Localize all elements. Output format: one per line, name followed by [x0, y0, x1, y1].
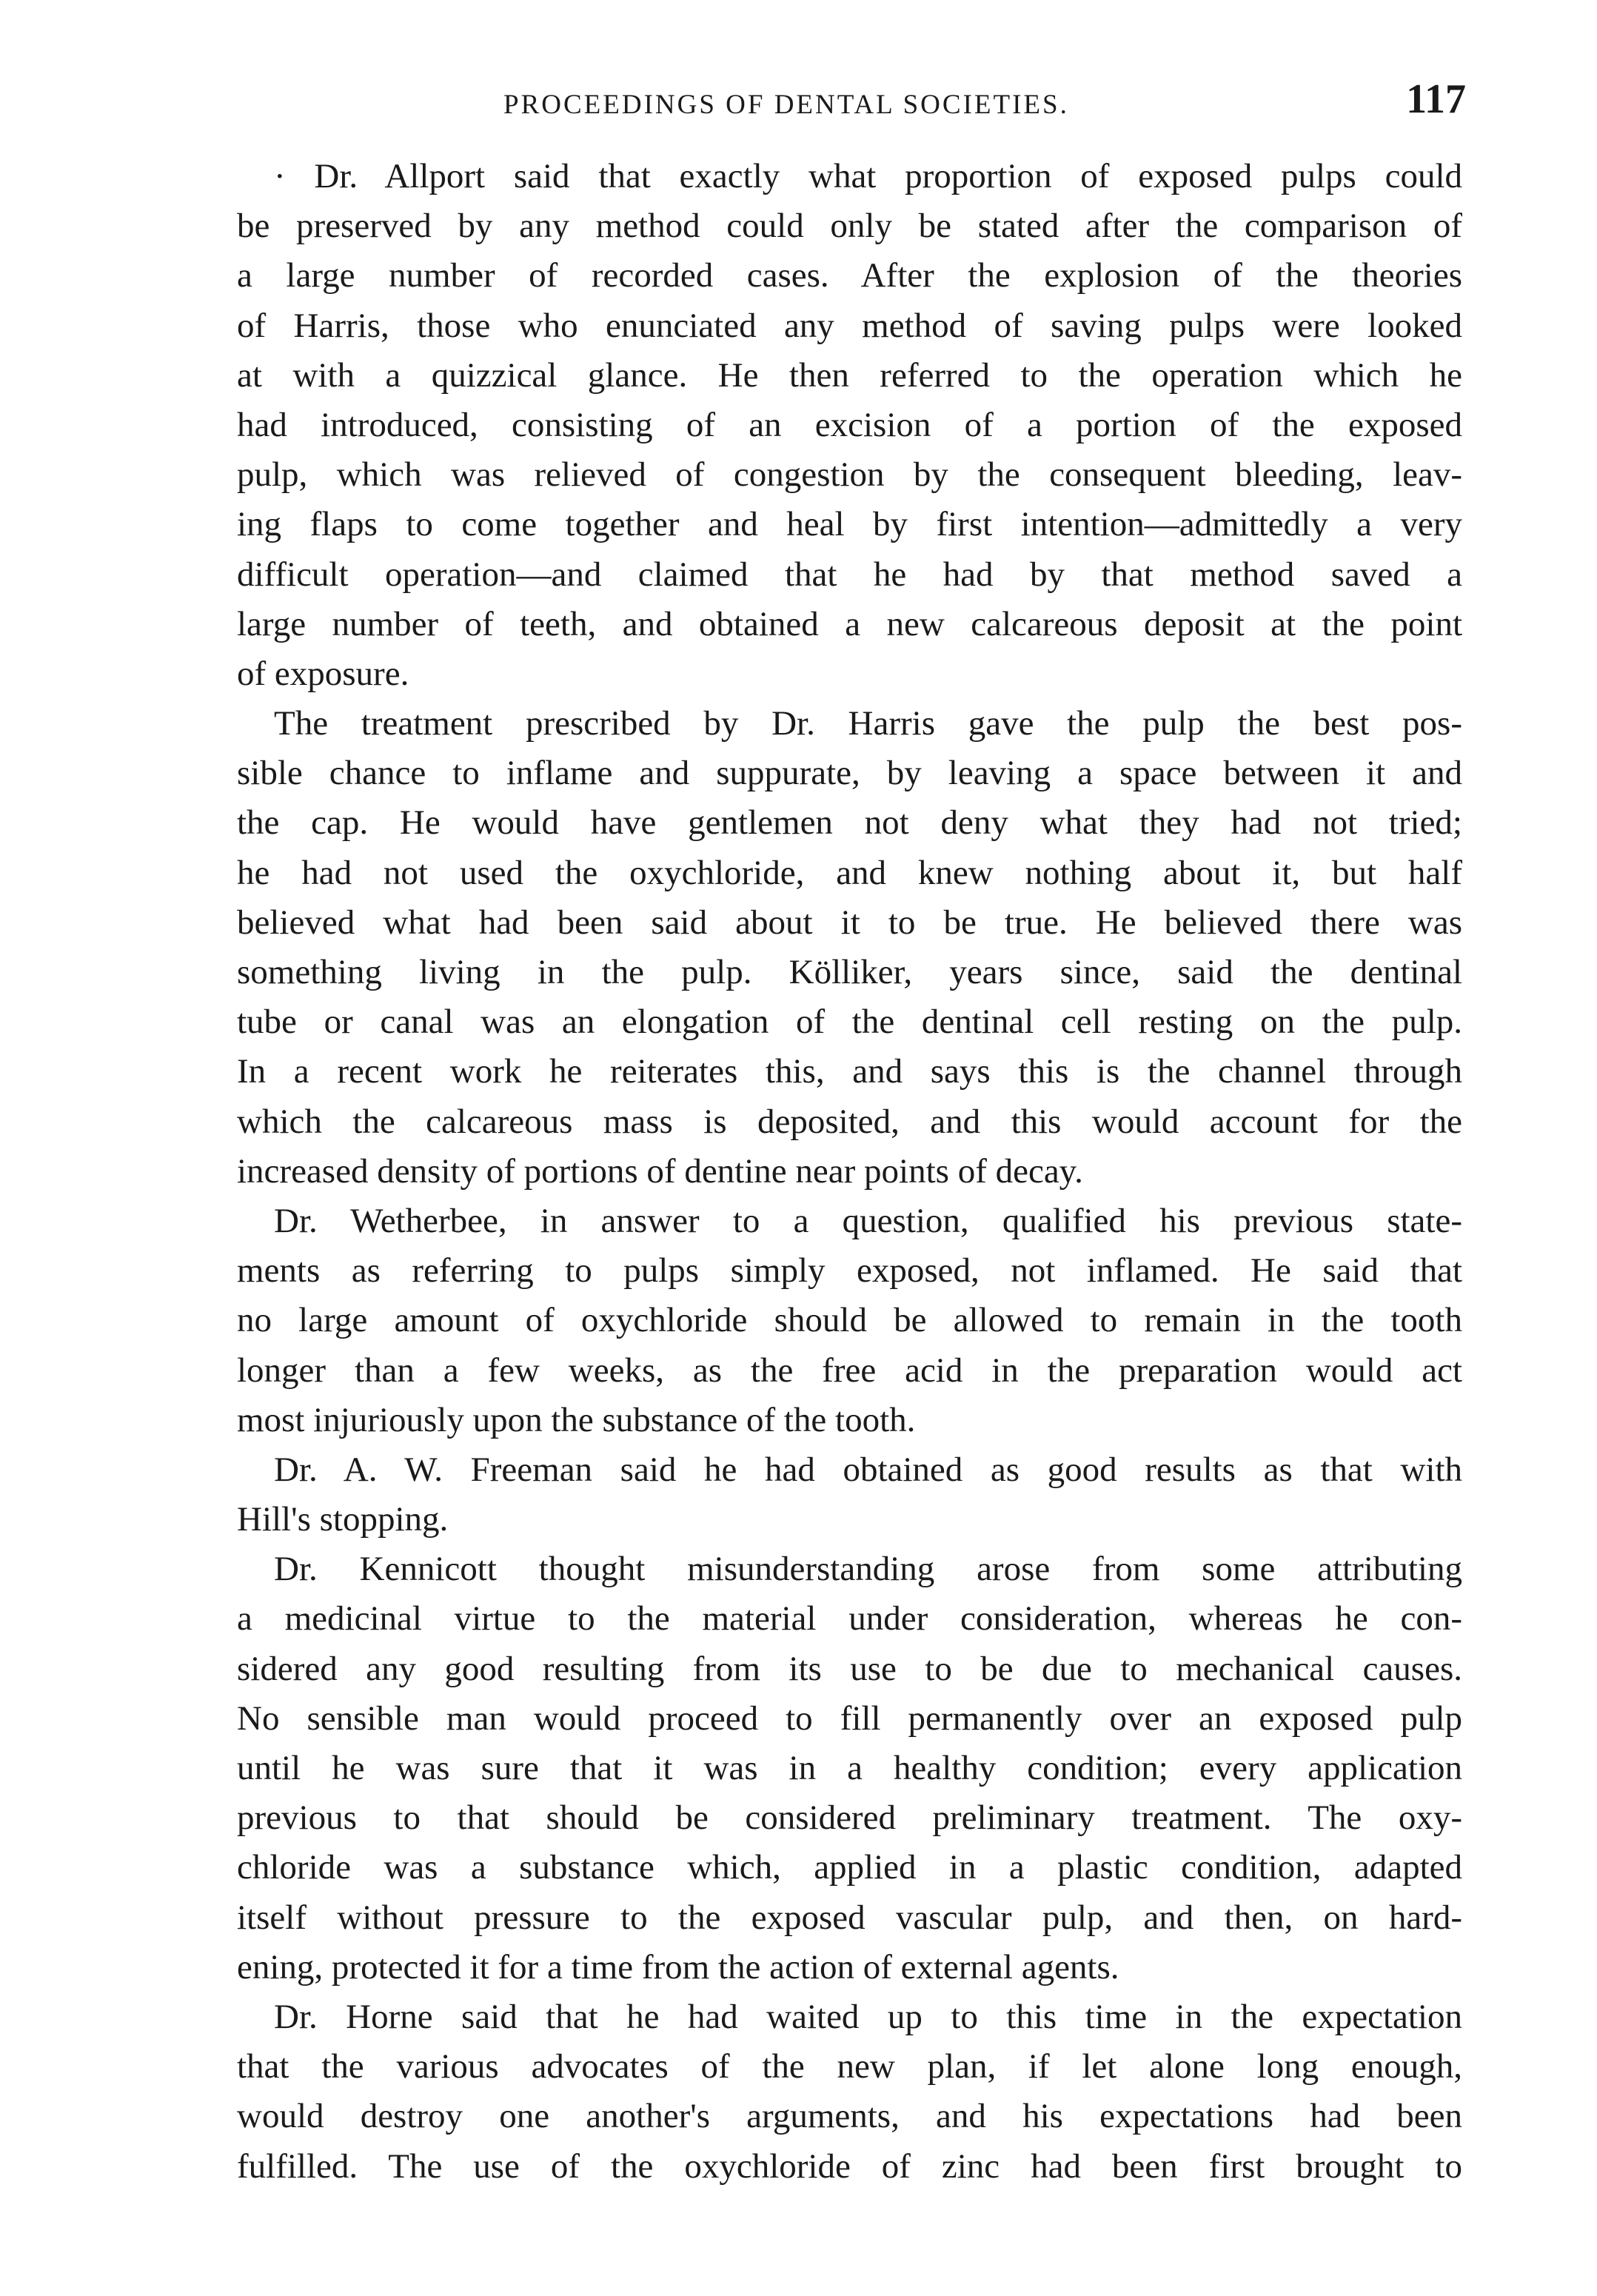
- paragraph: [237, 1196, 1462, 1445]
- text-line: increased density of portions of dentine near points of decay.: [237, 1151, 1083, 1191]
- text-line: sible chance to inflame and suppurate, by leaving a space between it and: [237, 754, 1462, 793]
- text-line: at with a quizzical glance. He then referred to the operation which he: [237, 355, 1462, 395]
- text-line: Dr. Wetherbee, in answer to a question, qualified his previous state-: [274, 1201, 1462, 1240]
- text-line: · Dr. Allport said that exactly what proportion of exposed pulps could: [274, 157, 1462, 195]
- text-line: something living in the pulp. Kölliker, years since, said the dentinal: [237, 953, 1462, 991]
- text-line: the cap. He would have gentlemen not deny what they had not tried;: [237, 803, 1462, 843]
- page-header: [237, 76, 1466, 135]
- text-line: until he was sure that it was in a healthy condition; every application: [237, 1749, 1462, 1787]
- paragraph: [237, 152, 1462, 699]
- text-line: pulp, which was relieved of congestion by the consequent bleeding, leav-: [237, 455, 1462, 495]
- text-line: that the various advocates of the new plan, if let alone long enough,: [237, 2047, 1462, 2086]
- text-line: believed what had been said about it to be true. He believed there was: [237, 903, 1462, 942]
- text-line: ening, protected it for a time from the action of external agents.: [237, 1947, 1119, 1987]
- text-line: Hill's stopping.: [237, 1500, 449, 1539]
- text-line: which the calcareous mass is deposited, and this would account for the: [237, 1102, 1462, 1141]
- text-line: tube or canal was an elongation of the dentinal cell resting on the pulp.: [237, 1003, 1462, 1042]
- text-line: a medicinal virtue to the material under consideration, whereas he con-: [237, 1599, 1462, 1639]
- text-line: longer than a few weeks, as the free acid in the preparation would act: [237, 1351, 1462, 1390]
- text-line: ments as referring to pulps simply exposed, not inflamed. He said that: [237, 1251, 1462, 1291]
- running-title: PROCEEDINGS OF DENTAL SOCIETIES.: [503, 90, 1069, 120]
- text-line: of exposure.: [237, 654, 409, 693]
- text-line: itself without pressure to the exposed vascular pulp, and then, on hard-: [237, 1898, 1462, 1937]
- text-line: a large number of recorded cases. After the explosion of the theories: [237, 256, 1462, 295]
- text-line: fulfilled. The use of the oxychloride of zinc had been first brought to: [237, 2146, 1462, 2186]
- paragraph: [237, 1992, 1462, 2192]
- text-line: In a recent work he reiterates this, and says this is the channel through: [237, 1052, 1462, 1091]
- text-line: he had not used the oxychloride, and knew nothing about it, but half: [237, 853, 1462, 892]
- text-line: would destroy one another's arguments, and his expectations had been: [237, 2097, 1462, 2136]
- paragraph: [237, 1544, 1462, 1992]
- text-line: difficult operation—and claimed that he had by that method saved a: [237, 555, 1462, 594]
- paragraph: [237, 1445, 1462, 1544]
- text-line: Dr. A. W. Freeman said he had obtained as good results as that with: [274, 1450, 1462, 1489]
- paragraph: [237, 699, 1462, 1196]
- text-line: chloride was a substance which, applied in a plastic condition, adapted: [237, 1848, 1462, 1887]
- text-line: had introduced, consisting of an excision of a portion of the exposed: [237, 405, 1462, 444]
- text-line: sidered any good resulting from its use to be due to mechanical causes.: [237, 1649, 1462, 1688]
- text-line: No sensible man would proceed to fill permanently over an exposed pulp: [237, 1698, 1462, 1738]
- text-line: be preserved by any method could only be stated after the comparison of: [237, 207, 1462, 246]
- body-text: [237, 152, 1462, 2192]
- text-line: no large amount of oxychloride should be allowed to remain in the tooth: [237, 1301, 1462, 1340]
- text-line: Dr. Kennicott thought misunderstanding arose from some attributing: [274, 1550, 1462, 1589]
- text-line: most injuriously upon the substance of the tooth.: [237, 1400, 916, 1439]
- text-line: large number of teeth, and obtained a new calcareous deposit at the point: [237, 604, 1462, 643]
- text-line: of Harris, those who enunciated any method of saving pulps were looked: [237, 306, 1462, 345]
- text-line: previous to that should be considered preliminary treatment. The oxy-: [237, 1798, 1462, 1838]
- text-line: The treatment prescribed by Dr. Harris gave the pulp the best pos-: [274, 704, 1462, 743]
- text-line: Dr. Horne said that he had waited up to this time in the expectation: [274, 1997, 1462, 2036]
- page-number: 117: [1406, 76, 1466, 122]
- text-line: ing flaps to come together and heal by first intention—admittedly a very: [237, 505, 1462, 544]
